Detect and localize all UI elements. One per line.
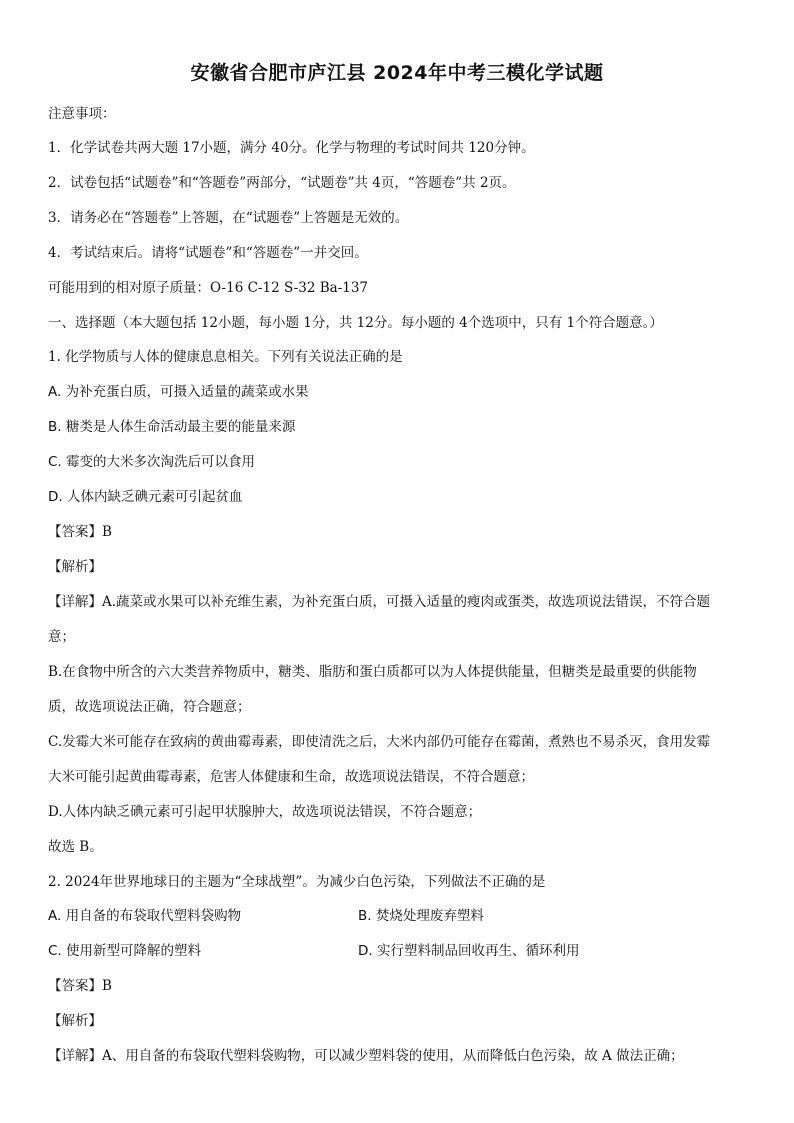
detail-line: 故选 B。 [48, 839, 103, 855]
page-title: 安徽省合肥市庐江县 2024年中考三模化学试题 [190, 62, 604, 84]
atomic-mass-note: 可能用到的相对原子质量：O-16 C-12 S-32 Ba-137 [48, 280, 369, 296]
analysis-label: 【解析】 [48, 1013, 102, 1029]
question-option: D. 实行塑料制品回收再生、循环利用 [358, 943, 580, 959]
notice-item: 1．化学试卷共两大题 17小题，满分 40分。化学与物理的考试时间共 120分钟。 [48, 140, 535, 156]
question-option: C. 霉变的大米多次淘洗后可以食用 [48, 454, 256, 470]
question-stem: 1. 化学物质与人体的健康息息相关。下列有关说法正确的是 [48, 349, 403, 365]
notice-item: 3．请务必在“答题卷”上答题，在“试题卷”上答题是无效的。 [48, 210, 409, 226]
answer-label: 【答案】B [48, 524, 112, 540]
notice-item: 2．试卷包括“试题卷”和“答题卷”两部分，“试题卷”共 4页，“答题卷”共 2页。 [48, 175, 516, 191]
question-option: A. 用自备的布袋取代塑料袋购物 [48, 908, 242, 924]
detail-line: 【详解】A.蔬菜或水果可以补充维生素，为补充蛋白质，可摄入适量的瘦肉或蛋类，故选项说法错误，不符合题 [48, 594, 711, 610]
detail-line: B.在食物中所含的六大类营养物质中，糖类、脂肪和蛋白质都可以为人体提供能量，但糖类是最重要的供能物 [48, 664, 697, 680]
analysis-label: 【解析】 [48, 559, 102, 575]
question-option: B. 焚烧处理废弃塑料 [358, 908, 484, 924]
question-stem: 2. 2024年世界地球日的主题为“全球战塑”。为减少白色污染，下列做法不正确的是 [48, 874, 546, 890]
question-option: D. 人体内缺乏碘元素可引起贫血 [48, 489, 243, 505]
question-option: B. 糖类是人体生命活动最主要的能量来源 [48, 419, 296, 435]
notice-heading: 注意事项： [48, 106, 116, 122]
notice-item: 4．考试结束后。请将“试题卷”和“答题卷”一并交回。 [48, 245, 368, 261]
question-option: A. 为补充蛋白质，可摄入适量的蔬菜或水果 [48, 384, 309, 400]
question-option: C. 使用新型可降解的塑料 [48, 943, 202, 959]
detail-line: 大米可能引起黄曲霉毒素，危害人体健康和生命，故选项说法错误，不符合题意； [48, 769, 534, 785]
detail-line: 意； [48, 629, 75, 645]
detail-line: D.人体内缺乏碘元素可引起甲状腺肿大，故选项说法错误，不符合题意； [48, 804, 482, 820]
answer-label: 【答案】B [48, 978, 112, 994]
detail-line: 【详解】A、用自备的布袋取代塑料袋购物，可以减少塑料袋的使用，从而降低白色污染，故 A 做法正确； [48, 1048, 684, 1064]
detail-line: 质，故选项说法正确，符合题意； [48, 699, 251, 715]
section-heading: 一、选择题（本大题包括 12小题，每小题 1分，共 12分。每小题的 4个选项中，只有 1个符合题意。） [48, 315, 663, 331]
detail-line: C.发霉大米可能存在致病的黄曲霉毒素，即使清洗之后，大米内部仍可能存在霉菌，煮熟也不易杀灭，食用发霉 [48, 734, 711, 750]
